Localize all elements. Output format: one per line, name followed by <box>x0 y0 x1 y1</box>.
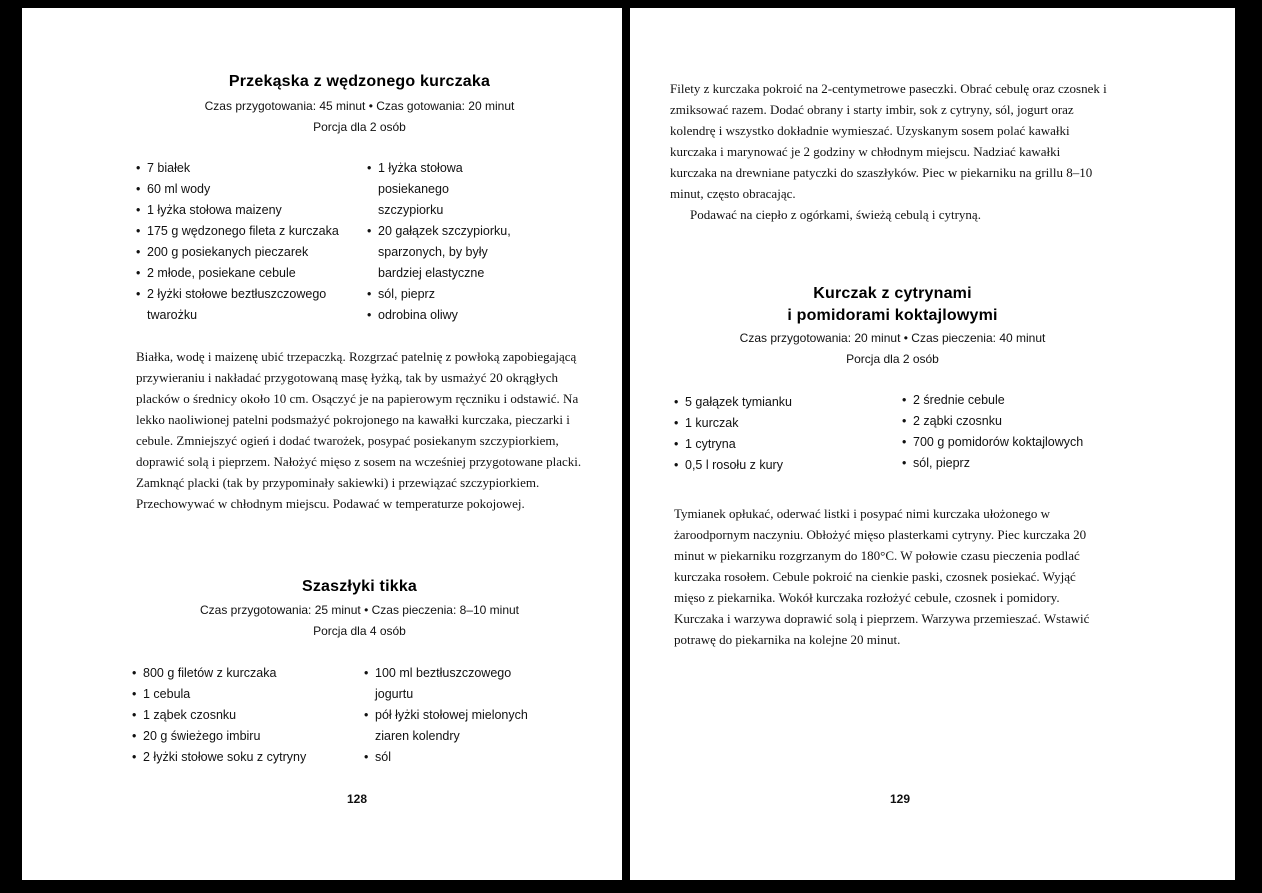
recipe2-title: Szaszłyki tikka <box>301 578 418 595</box>
recipe1-ingredients-col2 <box>367 158 517 326</box>
recipe3-instructions: Tymianek opłukać, oderwać listki i posypać nimi kurczaka ułożonego w żaroodpornym naczyniu. Obłożyć mięso plasterkami cytryny. Piec kurczaka 20 minut w piekarniku rozgrzanym do 180°C. W połowie czasu pieczenia podlać kurczaka rosołem. Cebule pokroić na cienkie paski, czosnek posiekać. Wyjąć mięso z piekarnika. Wokół kurczaka rozłożyć cebule, czosnek i pomidory. Kurczaka i warzywa doprawić solą i pieprzem. Warzywa przemieszać. Wstawić potrawę do piekarnika na kolejne 20 minut. <box>674 506 1090 647</box>
page-number-right: 129 <box>890 792 911 806</box>
ingredient-item: • 1 łyżka stołowa posiekanego szczypiorku <box>367 158 517 221</box>
ingredient-item: • 2 ząbki czosnku <box>902 411 1112 432</box>
recipe2-times: Czas przygotowania: 25 minut • Czas pieczenia: 8–10 minut <box>199 603 520 617</box>
ingredient-item: • 0,5 l rosołu z kury <box>674 455 894 476</box>
recipe2-continuation <box>670 78 1110 225</box>
recipe1-title: Przekąska z wędzonego kurczaka <box>228 73 491 90</box>
ingredient-item: • sól <box>364 747 539 768</box>
ingredient-item: • sól, pieprz <box>367 284 517 305</box>
recipe2-portion: Porcja dla 4 osób <box>313 624 406 638</box>
ingredient-item: • 1 cebula <box>132 684 362 705</box>
ingredient-item: • 200 g posiekanych pieczarek <box>136 242 361 263</box>
ingredient-item: • 175 g wędzonego fileta z kurczaka <box>136 221 361 242</box>
ingredient-item: • 7 białek <box>136 158 361 179</box>
recipe2-ingredients-col1 <box>132 663 362 768</box>
right-page <box>630 8 1235 880</box>
ingredient-item: • 1 kurczak <box>674 413 894 434</box>
ingredient-item: • 2 młode, posiekane cebule <box>136 263 361 284</box>
ingredient-item: • 20 gałązek szczypiorku, sparzonych, by były bardziej elastyczne <box>367 221 517 284</box>
recipe1-times: Czas przygotowania: 45 minut • Czas gotowania: 20 minut <box>204 99 515 113</box>
recipe3-portion: Porcja dla 2 osób <box>846 352 939 366</box>
ingredient-item: • 2 łyżki stołowe soku z cytryny <box>132 747 362 768</box>
recipe2-instructions: Filety z kurczaka pokroić na 2-centymetrowe paseczki. Obrać cebulę oraz czosnek i zmiksować razem. Dodać obrany i starty imbir, sok z cytryny, sól, jogurt oraz kolendrę i wszystko dokładnie wymieszać. Uzyskanym sosem polać kawałki kurczaka i marynować je 2 godziny w chłodnym miejscu. Nadziać kawałki kurczaka na drewniane patyczki do szaszłyków. Piec w piekarniku na grillu 8–10 minut, często obracając. <box>670 81 1107 201</box>
ingredient-item: • 2 łyżki stołowe beztłuszczowego twarożku <box>136 284 361 326</box>
recipe1-instructions: Białka, wodę i maizenę ubić trzepaczką. Rozgrzać patelnię z powłoką zapobiegającą przywieraniu i nakładać przygotowaną masę łyżką, tak by usmażyć 20 okrągłych placków o średnicy około 10 cm. Osączyć je na papierowym ręczniku i odstawić. Na lekko naoliwionej patelni podsmażyć pokrojonego na kawałki kurczaka, pieczarki i cebule. Zmniejszyć ogień i dodać twarożek, posypać posiekanym szczypiorkiem, doprawić solą i pieprzem. Nałożyć mięso z sosem na wcześniej przygotowane placki. Zamknąć placki (tak by przypominały sakiewki) i przewiązać szczypiorkiem. Przechowywać w chłodnym miejscu. Podawać w temperaturze pokojowej. <box>136 349 582 511</box>
recipe1-ingredients-col1 <box>136 158 361 326</box>
ingredient-item: • 800 g filetów z kurczaka <box>132 663 362 684</box>
ingredient-item: • 100 ml beztłuszczowego jogurtu <box>364 663 539 705</box>
ingredient-item: • 1 ząbek czosnku <box>132 705 362 726</box>
ingredient-item: • 2 średnie cebule <box>902 390 1112 411</box>
recipe3-ingredients-col2 <box>902 390 1112 474</box>
ingredient-item: • 20 g świeżego imbiru <box>132 726 362 747</box>
recipe2-serving: Podawać na ciepło z ogórkami, świeżą cebulą i cytryną. <box>690 207 981 222</box>
ingredient-item: • odrobina oliwy <box>367 305 517 326</box>
ingredient-item: • 60 ml wody <box>136 179 361 200</box>
ingredient-item: • 700 g pomidorów koktajlowych <box>902 432 1112 453</box>
page-number-left: 128 <box>347 792 368 806</box>
ingredient-item: • pół łyżki stołowej mielonych ziaren kolendry <box>364 705 539 747</box>
recipe3-title-line2: i pomidorami koktajlowymi <box>787 307 998 324</box>
recipe3-times: Czas przygotowania: 20 minut • Czas pieczenia: 40 minut <box>739 331 1046 345</box>
ingredient-item: • sól, pieprz <box>902 453 1112 474</box>
recipe1-portion: Porcja dla 2 osób <box>313 120 406 134</box>
recipe3-ingredients-col1 <box>674 392 894 476</box>
recipe2-ingredients-col2 <box>364 663 539 768</box>
ingredient-item: • 1 cytryna <box>674 434 894 455</box>
left-page <box>22 8 622 880</box>
ingredient-item: • 5 gałązek tymianku <box>674 392 894 413</box>
ingredient-item: • 1 łyżka stołowa maizeny <box>136 200 361 221</box>
recipe3-title-line1: Kurczak z cytrynami <box>813 285 972 302</box>
